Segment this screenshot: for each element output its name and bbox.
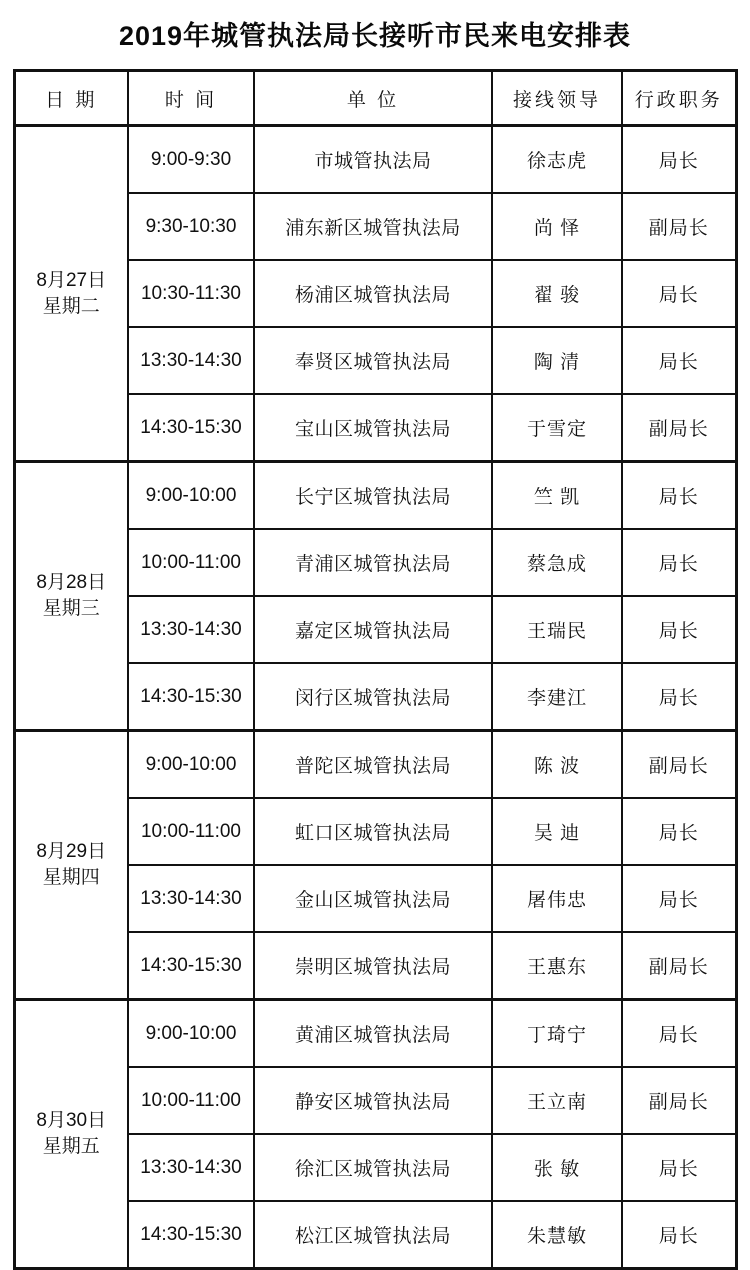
post-cell: 副局长 [622,731,736,799]
column-header-date: 日 期 [14,71,128,126]
column-header-leader: 接线领导 [492,71,622,126]
leader-cell: 王惠东 [492,932,622,1000]
time-cell: 10:00-11:00 [128,529,254,596]
leader-cell: 王瑞民 [492,596,622,663]
leader-cell: 于雪定 [492,394,622,462]
unit-cell: 徐汇区城管执法局 [254,1134,492,1201]
post-cell: 副局长 [622,932,736,1000]
date-line-2: 星期二 [42,295,100,317]
time-cell: 10:30-11:30 [128,260,254,327]
post-cell: 局长 [622,529,736,596]
post-cell: 局长 [622,663,736,731]
post-cell: 局长 [622,596,736,663]
unit-cell: 松江区城管执法局 [254,1201,492,1269]
date-line-1: 8月30日 [36,1110,107,1132]
time-cell: 9:00-10:00 [128,731,254,799]
column-header-time: 时 间 [128,71,254,126]
schedule-table [13,69,738,1270]
column-header-unit: 单 位 [254,71,492,126]
post-cell: 副局长 [622,193,736,260]
time-cell: 10:00-11:00 [128,1067,254,1134]
post-cell: 局长 [622,1000,736,1068]
time-cell: 9:30-10:30 [128,193,254,260]
unit-cell: 奉贤区城管执法局 [254,327,492,394]
unit-cell: 虹口区城管执法局 [254,798,492,865]
table-row [14,731,736,799]
unit-cell: 崇明区城管执法局 [254,932,492,1000]
time-cell: 14:30-15:30 [128,394,254,462]
time-cell: 9:00-9:30 [128,126,254,194]
unit-cell: 长宁区城管执法局 [254,462,492,530]
post-cell: 副局长 [622,1067,736,1134]
post-cell: 局长 [622,865,736,932]
table-row [14,126,736,194]
unit-cell: 金山区城管执法局 [254,865,492,932]
post-cell: 副局长 [622,394,736,462]
table-body [14,126,736,1269]
date-cell [14,126,128,462]
leader-cell: 李建江 [492,663,622,731]
leader-cell: 蔡急成 [492,529,622,596]
leader-cell: 张 敏 [492,1134,622,1201]
unit-cell: 静安区城管执法局 [254,1067,492,1134]
time-cell: 13:30-14:30 [128,865,254,932]
leader-cell: 朱慧敏 [492,1201,622,1269]
leader-cell: 陈 波 [492,731,622,799]
time-cell: 13:30-14:30 [128,1134,254,1201]
table-row [14,1000,736,1068]
post-cell: 局长 [622,327,736,394]
unit-cell: 普陀区城管执法局 [254,731,492,799]
leader-cell: 徐志虎 [492,126,622,194]
column-header-post: 行政职务 [622,71,736,126]
table-header-row [14,71,736,126]
date-cell [14,1000,128,1269]
unit-cell: 宝山区城管执法局 [254,394,492,462]
page-title: 2019年城管执法局长接听市民来电安排表 [118,21,632,51]
date-line-1: 8月29日 [36,841,107,863]
time-cell: 9:00-10:00 [128,1000,254,1068]
leader-cell: 陶 清 [492,327,622,394]
post-cell: 局长 [622,1201,736,1269]
time-cell: 13:30-14:30 [128,327,254,394]
leader-cell: 尚 怿 [492,193,622,260]
leader-cell: 屠伟忠 [492,865,622,932]
time-cell: 9:00-10:00 [128,462,254,530]
leader-cell: 翟 骏 [492,260,622,327]
unit-cell: 嘉定区城管执法局 [254,596,492,663]
time-cell: 14:30-15:30 [128,1201,254,1269]
leader-cell: 吴 迪 [492,798,622,865]
post-cell: 局长 [622,462,736,530]
date-line-1: 8月27日 [36,269,107,291]
date-line-1: 8月28日 [36,572,107,594]
post-cell: 局长 [622,126,736,194]
unit-cell: 黄浦区城管执法局 [254,1000,492,1068]
time-cell: 10:00-11:00 [128,798,254,865]
date-line-2: 星期五 [42,1136,100,1157]
time-cell: 13:30-14:30 [128,596,254,663]
unit-cell: 市城管执法局 [254,126,492,194]
date-cell [14,731,128,1000]
unit-cell: 青浦区城管执法局 [254,529,492,596]
unit-cell: 浦东新区城管执法局 [254,193,492,260]
unit-cell: 杨浦区城管执法局 [254,260,492,327]
unit-cell: 闵行区城管执法局 [254,663,492,731]
date-line-2: 星期三 [42,598,100,619]
time-cell: 14:30-15:30 [128,932,254,1000]
table-row [14,462,736,530]
leader-cell: 王立南 [492,1067,622,1134]
post-cell: 局长 [622,260,736,327]
leader-cell: 丁琦宁 [492,1000,622,1068]
leader-cell: 竺 凯 [492,462,622,530]
date-cell [14,462,128,731]
time-cell: 14:30-15:30 [128,663,254,731]
table-header [14,71,736,126]
post-cell: 局长 [622,798,736,865]
post-cell: 局长 [622,1134,736,1201]
date-line-2: 星期四 [42,867,100,888]
